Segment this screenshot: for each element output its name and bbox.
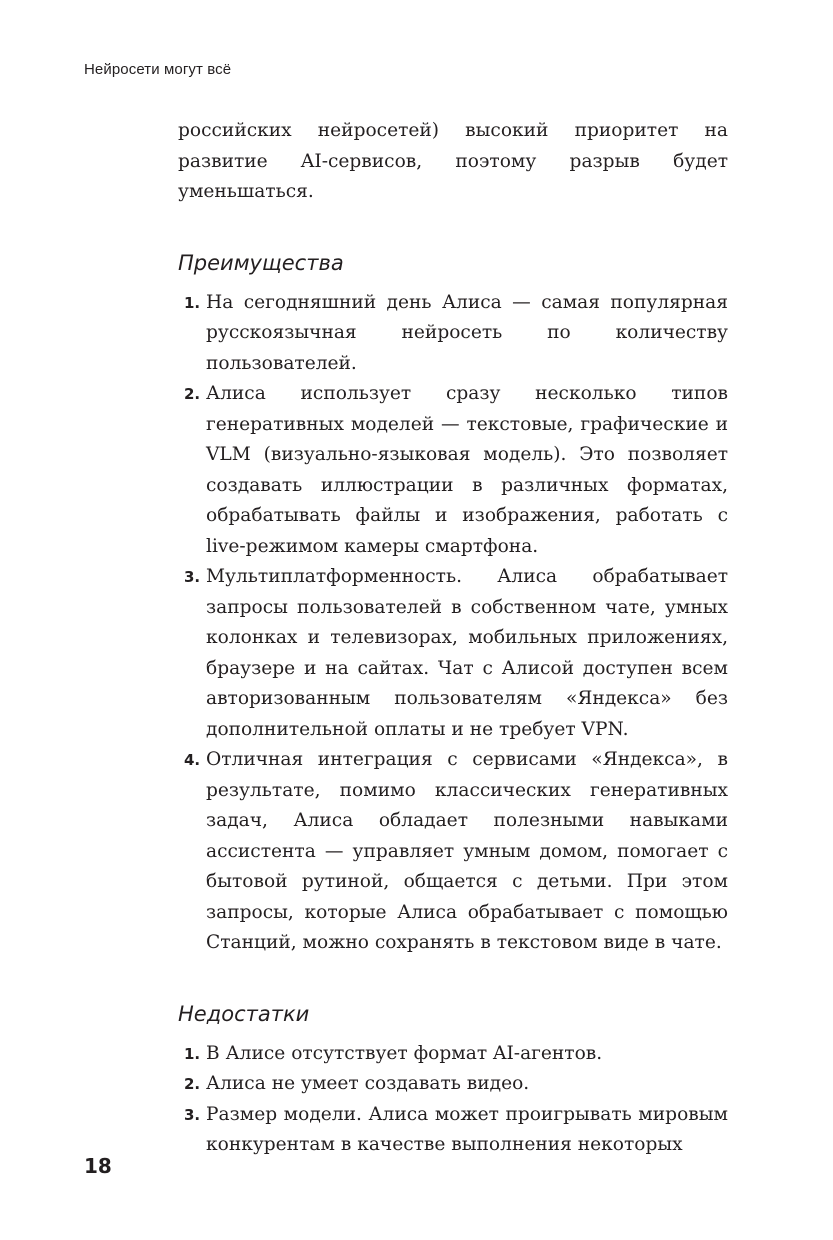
- list-item-text: Алиса не умеет создавать видео.: [206, 1073, 530, 1094]
- running-head: Нейросети могут всё: [84, 61, 232, 78]
- list-item: [178, 288, 728, 380]
- disadvantages-list: [178, 1039, 728, 1161]
- page-number: 18: [84, 1154, 112, 1178]
- list-item-number: 2.: [184, 1075, 201, 1093]
- list-item-number: 1.: [184, 293, 201, 312]
- list-item-number: 1.: [184, 1044, 201, 1063]
- list-item: [178, 562, 728, 745]
- list-item: [178, 1100, 728, 1161]
- advantages-heading: Преимущества: [178, 250, 344, 275]
- list-item-text: Алиса использует сразу несколько типов генеративных моделей — текстовые, графические и VLM (визуально-языковая модель). Это позволяет создавать иллюстрации в различных форматах, обрабатывать файлы и изображения, работать с live-режимом камеры смартфона.: [206, 383, 728, 557]
- list-item-text: Размер модели. Алиса может проигрывать мировым конкурентам в качестве выполнения некоторых: [206, 1103, 728, 1155]
- list-item-text: В Алисе отсутствует формат AI-агентов.: [206, 1042, 603, 1064]
- advantages-list: [178, 288, 728, 959]
- list-item-text: Отличная интеграция с сервисами «Яндекса», в результате, помимо классических генеративных задач, Алиса обладает полезными навыками ассистента — управляет умным домом, помогает с бытовой рутиной, общается с детьми. При этом запросы, которые Алиса обрабатывает с помощью Станций, можно сохранять в текстовом виде в чате.: [206, 749, 728, 953]
- intro-paragraph: российских нейросетей) высокий приоритет на развитие AI-сервисов, поэтому разрыв будет уменьшаться.: [178, 120, 728, 202]
- page-body: [178, 116, 728, 1161]
- disadvantages-heading: Недостатки: [178, 1001, 310, 1026]
- list-item-number: 3.: [184, 1105, 201, 1124]
- list-item-number: 3.: [184, 568, 201, 586]
- list-item-text: На сегодняшний день Алиса — самая популярная русскоязычная нейросеть по количеству пользователей.: [206, 291, 728, 374]
- list-item: [178, 1069, 728, 1100]
- list-item-number: 2.: [184, 385, 201, 403]
- list-item-text: Мультиплатформенность. Алиса обрабатывает запросы пользователей в собственном чате, умных колонках и телевизорах, мобильных приложениях, браузере и на сайтах. Чат с Алисой доступен всем авторизованным пользователям «Яндекса» без дополнительной оплаты и не требует VPN.: [206, 566, 728, 740]
- list-item: [178, 1039, 728, 1070]
- list-item: [178, 379, 728, 562]
- list-item: [178, 745, 728, 959]
- list-item-number: 4.: [184, 751, 201, 769]
